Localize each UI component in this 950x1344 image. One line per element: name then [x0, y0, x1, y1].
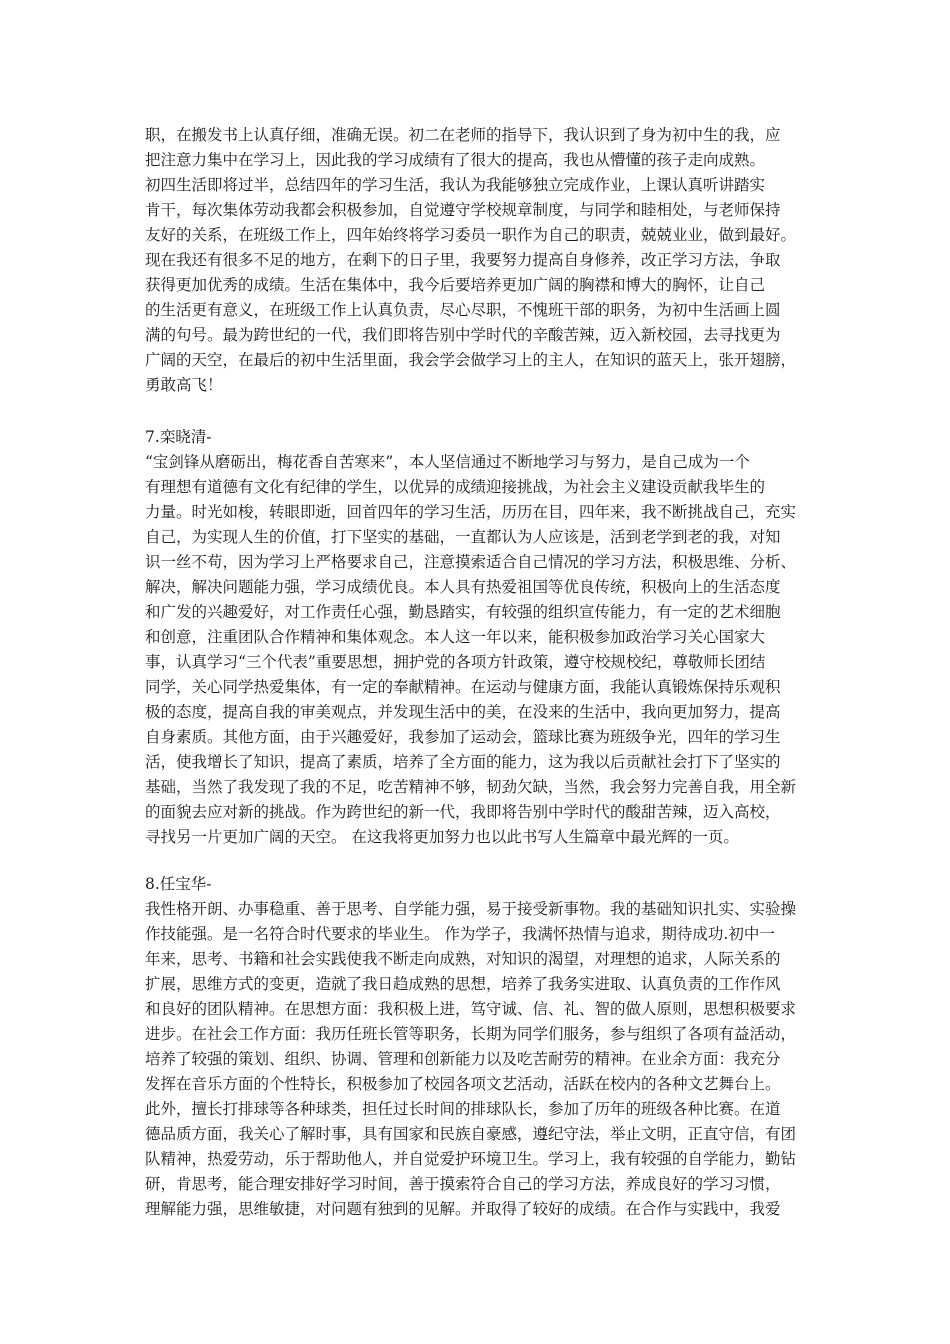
text-line: 获得更加优秀的成绩。生活在集体中，我今后要培养更加广阔的胸襟和博大的胸怀，让自己 — [145, 276, 766, 294]
text-line: 同学，关心同学热爱集体，有一定的奉献精神。在运动与健康方面，我能认真锻炼保持乐观积 — [145, 678, 781, 696]
section-heading: 7.栾晓清- — [145, 428, 212, 446]
text-line: 职，在搬发书上认真仔细，准确无误。初二在老师的指导下，我认识到了身为初中生的我，应 — [145, 126, 781, 144]
text-line: 作技能强。是一名符合时代要求的毕业生。 作为学子，我满怀热情与追求，期待成功.初中一 — [145, 925, 775, 943]
text-line: 的面貌去应对新的挑战。作为跨世纪的新一代，我即将告别中学时代的酸甜苦辣，迈入高校， — [145, 803, 781, 821]
text-line: 培养了较强的策划、组织、协调、管理和创新能力以及吃苦耐劳的精神。在业余方面：我充分 — [145, 1050, 781, 1068]
text-line: 有理想有道德有文化有纪律的学生，以优异的成绩迎接挑战，为社会主义建设贡献我毕生的 — [145, 478, 766, 496]
text-line: 研，肯思考，能合理安排好学习时间，善于摸索符合自己的学习方法，养成良好的学习习惯， — [145, 1175, 781, 1193]
text-line: 事，认真学习“三个代表”重要思想，拥护党的各项方针政策，遵守校规校纪，尊敬师长团结 — [145, 653, 766, 671]
text-line: 识一丝不苟，因为学习上严格要求自己，注意摸索适合自己情况的学习方法，积极思维、分析、 — [145, 553, 797, 571]
text-line: 自己，为实现人生的价值，打下坚实的基础，一直都认为人应该是，活到老学到老的我，对知 — [145, 528, 781, 546]
text-line: 的生活更有意义，在班级工作上认真负责，尽心尽职，不愧班干部的职务，为初中生活画上圆 — [145, 301, 781, 319]
text-line: 和良好的团队精神。在思想方面：我积极上进，笃守诚、信、礼、智的做人原则，思想积极要求 — [145, 1000, 797, 1018]
text-line: 和创意，注重团队合作精神和集体观念。本人这一年以来，能积极参加政治学习关心国家大 — [145, 628, 766, 646]
text-line: 德品质方面，我关心了解时事，具有国家和民族自豪感，遵纪守法，举止文明，正直守信，有团 — [145, 1125, 797, 1143]
paragraph-continued — [145, 123, 825, 398]
text-line: 我性格开朗、办事稳重、善于思考、自学能力强，易于接受新事物。我的基础知识扎实、实验操 — [145, 900, 797, 918]
text-line: 满的句号。最为跨世纪的一代，我们即将告别中学时代的辛酸苦辣，迈入新校园，去寻找更为 — [145, 326, 781, 344]
section-8 — [145, 872, 825, 1222]
text-line: 极的态度，提高自我的审美观点，并发现生活中的美，在没来的生活中，我向更加努力，提高 — [145, 703, 781, 721]
text-line: 初四生活即将过半，总结四年的学习生活，我认为我能够独立完成作业，上课认真听讲踏实 — [145, 176, 766, 194]
section-heading: 8.任宝华- — [145, 875, 212, 893]
text-line: 进步。在社会工作方面：我历任班长管等职务，长期为同学们服务，参与组织了各项有益活动， — [145, 1025, 797, 1043]
text-line: 和广发的兴趣爱好，对工作责任心强，勤恳踏实，有较强的组织宣传能力，有一定的艺术细胞 — [145, 603, 781, 621]
text-line: 勇敢高飞！ — [145, 376, 223, 394]
text-line: 理解能力强，思维敏捷，对问题有独到的见解。并取得了较好的成绩。在合作与实践中，我爱 — [145, 1200, 781, 1218]
text-line: 友好的关系，在班级工作上，四年始终将学习委员一职作为自己的职责，兢兢业业，做到最好。 — [145, 226, 797, 244]
text-line: 发挥在音乐方面的个性特长，积极参加了校园各项文艺活动，活跃在校内的各种文艺舞台上。 — [145, 1075, 781, 1093]
text-line: 把注意力集中在学习上，因此我的学习成绩有了很大的提高，我也从懵懂的孩子走向成熟。 — [145, 151, 766, 169]
text-line: 队精神，热爱劳动，乐于帮助他人，并自觉爱护环境卫生。学习上，我有较强的自学能力，勤钻 — [145, 1150, 797, 1168]
text-line: “宝剑锋从磨砺出，梅花香自苦寒来”，本人坚信通过不断地学习与努力，是自己成为一个 — [145, 453, 750, 471]
text-line: 寻找另一片更加广阔的天空。 在这我将更加努力也以此书写人生篇章中最光辉的一页。 — [145, 828, 739, 846]
text-line: 现在我还有很多不足的地方，在剩下的日子里，我要努力提高自身修养，改正学习方法，争取 — [145, 251, 781, 269]
text-line: 自身素质。其他方面，由于兴趣爱好，我参加了运动会，篮球比赛为班级争光，四年的学习生 — [145, 728, 781, 746]
text-line: 解决，解决问题能力强，学习成绩优良。本人具有热爱祖国等优良传统，积极向上的生活态度 — [145, 578, 781, 596]
text-line: 活，使我增长了知识，提高了素质，培养了全方面的能力，这为我以后贡献社会打下了坚实的 — [145, 753, 781, 771]
section-7 — [145, 425, 825, 850]
text-line: 扩展，思维方式的变更，造就了我日趋成熟的思想，培养了我务实进取、认真负责的工作作风 — [145, 975, 781, 993]
text-line: 力量。时光如梭，转眼即逝，回首四年的学习生活，历历在目，四年来，我不断挑战自己，充实 — [145, 503, 797, 521]
text-line: 基础，当然了我发现了我的不足，吃苦精神不够，韧劲欠缺，当然，我会努力完善自我，用全新 — [145, 778, 797, 796]
text-line: 肯干，每次集体劳动我都会积极参加，自觉遵守学校规章制度，与同学和睦相处，与老师保持 — [145, 201, 781, 219]
text-line: 广阔的天空，在最后的初中生活里面，我会学会做学习上的主人，在知识的蓝天上，张开翅膀， — [145, 351, 797, 369]
text-line: 此外，擅长打排球等各种球类，担任过长时间的排球队长，参加了历年的班级各种比赛。在道 — [145, 1100, 781, 1118]
text-line: 年来，思考、书籍和社会实践使我不断走向成熟，对知识的渴望，对理想的追求，人际关系的 — [145, 950, 781, 968]
